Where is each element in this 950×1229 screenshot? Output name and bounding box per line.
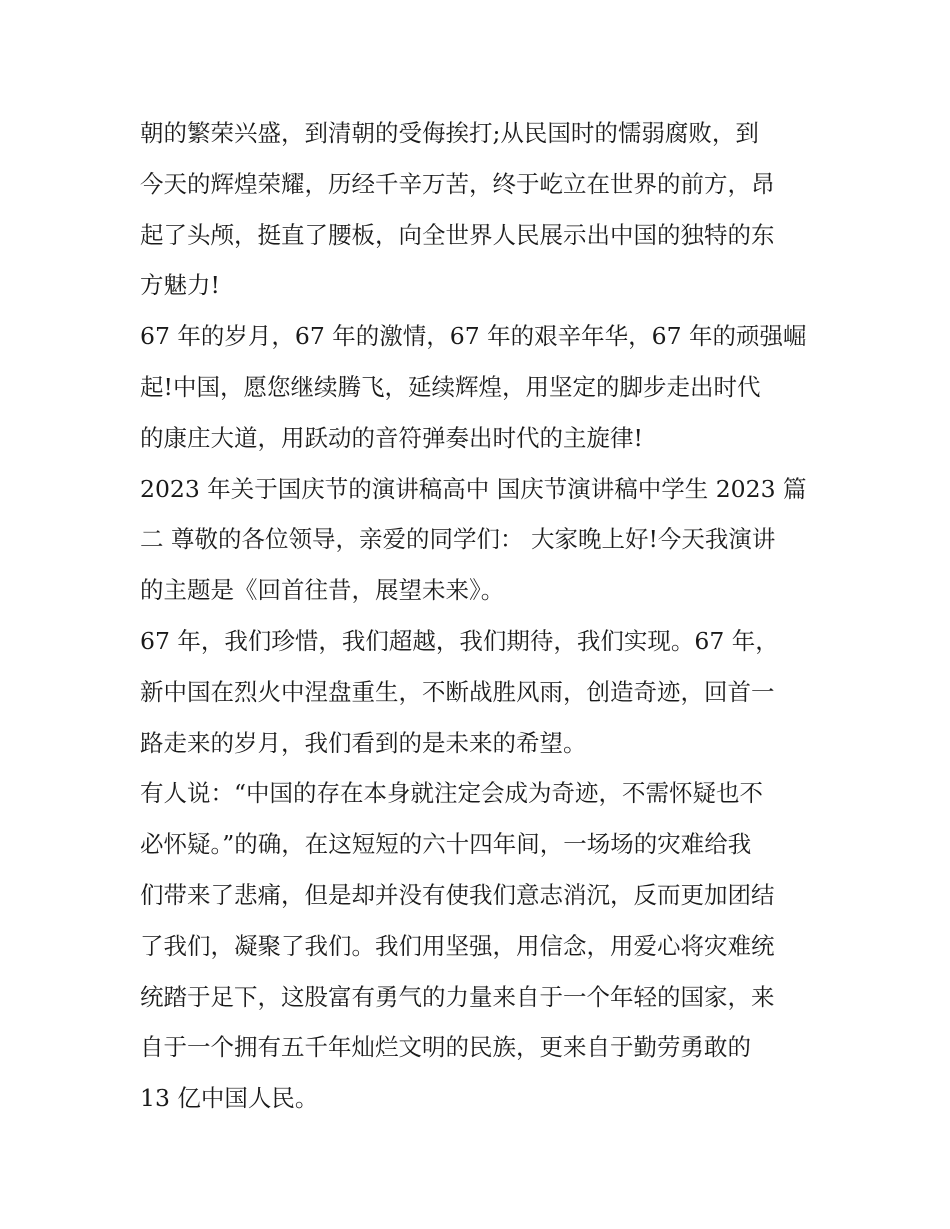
text-line: 路走来的岁月，我们看到的是未来的希望。 — [140, 728, 587, 757]
text-line: 们带来了悲痛，但是却并没有使我们意志消沉，反而更加团结 — [140, 880, 775, 909]
text-line: 了我们，凝聚了我们。我们用坚强，用信念，用爱心将灾难统 — [140, 931, 775, 960]
text-line: 方魅力! — [140, 271, 220, 300]
paragraph-2 — [140, 311, 820, 463]
text-line: 起!中国，愿您继续腾飞，延续辉煌，用坚定的脚步走出时代 — [140, 372, 761, 401]
text-line: 今天的辉煌荣耀，历经千辛万苦，终于屹立在世界的前方，昂 — [140, 169, 775, 198]
text-line: 必怀疑。”的确，在这短短的六十四年间，一场场的灾难给我 — [140, 830, 752, 859]
text-line: 自于一个拥有五千年灿烂文明的民族，更来自于勤劳勇敢的 — [140, 1033, 751, 1062]
paragraph-1 — [140, 108, 820, 311]
document-body — [140, 108, 820, 1124]
text-line: 67 年，我们珍惜，我们超越，我们期待，我们实现。67 年， — [140, 626, 779, 655]
paragraph-3 — [140, 464, 820, 616]
paragraph-5 — [140, 768, 820, 1124]
text-line: 67 年的岁月，67 年的激情，67 年的艰辛年华，67 年的顽强崛 — [140, 322, 807, 351]
text-line: 有人说：“中国的存在本身就注定会成为奇迹，不需怀疑也不 — [140, 779, 764, 808]
paragraph-4 — [140, 616, 820, 768]
text-line: 二 尊敬的各位领导，亲爱的同学们： 大家晚上好!今天我演讲 — [140, 525, 776, 554]
text-line: 2023 年关于国庆节的演讲稿高中 国庆节演讲稿中学生 2023 篇 — [140, 474, 807, 503]
text-line: 朝的繁荣兴盛，到清朝的受侮挨打;从民国时的懦弱腐败，到 — [140, 119, 759, 147]
text-line: 的康庄大道，用跃动的音符弹奏出时代的主旋律! — [140, 423, 643, 452]
text-line: 起了头颅，挺直了腰板，向全世界人民展示出中国的独特的东 — [140, 220, 775, 249]
text-line: 统踏于足下，这股富有勇气的力量来自于一个年轻的国家，来 — [140, 982, 775, 1011]
text-line: 新中国在烈火中涅盘重生，不断战胜风雨，创造奇迹，回首一 — [140, 677, 775, 706]
text-line: 的主题是《回首往昔，展望未来》。 — [140, 576, 505, 605]
text-line: 13 亿中国人民。 — [140, 1084, 319, 1113]
